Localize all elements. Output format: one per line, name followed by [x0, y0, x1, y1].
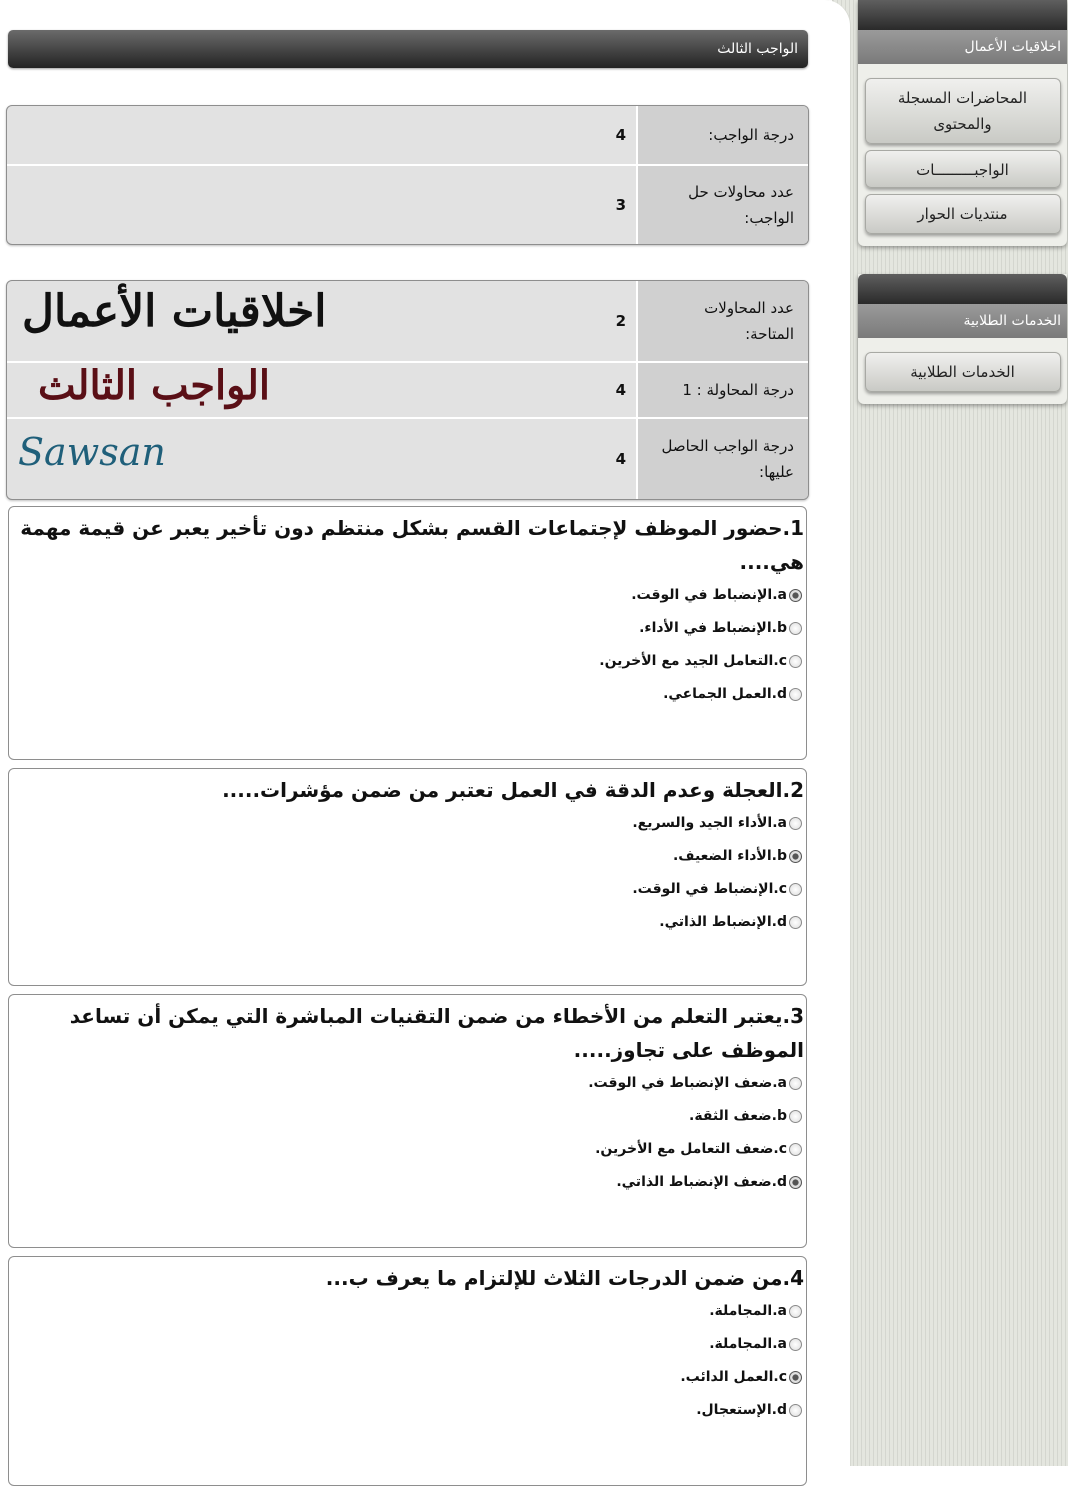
radio-icon[interactable] — [789, 1110, 802, 1123]
attempt-grade-row — [7, 363, 808, 419]
attempt-grade-value: 4 — [615, 381, 626, 399]
assignment-info-table — [6, 105, 809, 245]
course-panel — [858, 0, 1067, 246]
radio-icon[interactable] — [789, 622, 802, 635]
page-title-bar — [8, 30, 808, 68]
question-1-option-b[interactable] — [9, 612, 806, 645]
option-label: b.ضعف الثقة. — [689, 1108, 787, 1124]
radio-selected-icon[interactable] — [789, 1371, 802, 1384]
available-row — [7, 281, 808, 363]
question-3-text: 3.يعتبر التعلم من الأخطاء من ضمن التقنيات المباشرة التي يمكن أن تساعد الموظف على تجاوز..... — [69, 1004, 804, 1062]
page-title: الواجب الثالث — [717, 41, 798, 57]
option-label: c.ضعف التعامل مع الأخرين. — [595, 1141, 787, 1157]
question-4-option-d[interactable] — [9, 1394, 806, 1427]
overlay-student-name: Sawsan — [18, 430, 166, 474]
question-2-option-d[interactable] — [9, 906, 806, 939]
radio-icon[interactable] — [789, 1404, 802, 1417]
question-3 — [8, 994, 807, 1248]
course-title: اخلاقيات الأعمال — [858, 30, 1067, 64]
obtained-label: درجة الواجب الحاصل عليها: — [636, 419, 808, 499]
option-label: a.الأداء الجيد والسريع. — [632, 815, 787, 831]
services-panel-header — [858, 274, 1067, 304]
services-title: الخدمات الطلابية — [858, 304, 1067, 338]
option-label: d.الإنضباط الذاتي. — [659, 914, 787, 930]
overlay-course-name: اخلاقيات الأعمال — [22, 286, 327, 337]
radio-icon[interactable] — [789, 916, 802, 929]
option-label: a.المجاملة. — [709, 1336, 787, 1352]
question-1-option-a[interactable] — [9, 579, 806, 612]
grade-row — [7, 106, 808, 166]
attempts-label: عدد محاولات حل الواجب: — [636, 166, 808, 244]
radio-icon[interactable] — [789, 688, 802, 701]
option-label: d.ضعف الإنضباط الذاتي. — [616, 1174, 787, 1190]
question-2-option-c[interactable] — [9, 873, 806, 906]
option-label: b.الإنضباط في الأداء. — [639, 620, 787, 636]
option-label: c.العمل الدائب. — [680, 1369, 787, 1385]
question-4 — [8, 1256, 807, 1486]
radio-icon[interactable] — [789, 1143, 802, 1156]
option-label: a.الإنضباط في الوقت. — [631, 587, 787, 603]
available-label: عدد المحاولات المتاحة: — [636, 281, 808, 361]
question-1 — [8, 506, 807, 760]
radio-selected-icon[interactable] — [789, 589, 802, 602]
question-4-option-a[interactable] — [9, 1295, 806, 1328]
question-2-option-a[interactable] — [9, 807, 806, 840]
attempts-value: 3 — [615, 196, 626, 214]
question-1-text: 1.حضور الموظف لإجتماعات القسم بشكل منتظم دون تأخير يعبر عن قيمة مهمة هي.... — [20, 516, 804, 574]
option-label: c.الإنضباط في الوقت. — [632, 881, 787, 897]
option-label: c.التعامل الجيد مع الأخرين. — [599, 653, 787, 669]
radio-icon[interactable] — [789, 883, 802, 896]
option-label: b.الأداء الضعيف. — [672, 848, 787, 864]
sidebar-item-student-services[interactable]: الخدمات الطلابية — [865, 352, 1061, 392]
question-4-option-c[interactable] — [9, 1361, 806, 1394]
question-2 — [8, 768, 807, 986]
available-value: 2 — [615, 312, 626, 330]
option-label: d.العمل الجماعي. — [663, 686, 787, 702]
question-2-text: 2.العجلة وعدم الدقة في العمل تعتبر من ضمن مؤشرات..... — [222, 778, 804, 802]
option-label: a.ضعف الإنضباط في الوقت. — [588, 1075, 787, 1091]
question-3-option-a[interactable] — [9, 1067, 806, 1100]
course-panel-header — [858, 0, 1067, 30]
option-label: a.المجاملة. — [709, 1303, 787, 1319]
question-3-option-d[interactable] — [9, 1166, 806, 1199]
radio-selected-icon[interactable] — [789, 850, 802, 863]
option-label: d.الإستعجال. — [696, 1402, 787, 1418]
attempt-grade-label: درجة المحاولة : 1 — [636, 363, 808, 417]
question-4-text: 4.من ضمن الدرجات الثلاث للإلتزام ما يعرف ب... — [325, 1266, 804, 1290]
services-panel — [858, 274, 1067, 404]
question-4-option-b[interactable] — [9, 1328, 806, 1361]
attempts-row — [7, 166, 808, 244]
question-3-option-c[interactable] — [9, 1133, 806, 1166]
obtained-row — [7, 419, 808, 499]
radio-icon[interactable] — [789, 817, 802, 830]
question-3-option-b[interactable] — [9, 1100, 806, 1133]
obtained-value: 4 — [615, 450, 626, 468]
sidebar-item-forums[interactable]: منتديات الحوار — [865, 194, 1061, 234]
question-1-option-c[interactable] — [9, 645, 806, 678]
sidebar-item-assignments[interactable]: الواجبـــــــــات — [865, 150, 1061, 188]
radio-icon[interactable] — [789, 1077, 802, 1090]
overlay-assignment-name: الواجب الثالث — [38, 362, 271, 409]
question-2-option-b[interactable] — [9, 840, 806, 873]
radio-icon[interactable] — [789, 1305, 802, 1318]
radio-selected-icon[interactable] — [789, 1176, 802, 1189]
sidebar-item-lectures[interactable]: المحاضرات المسجلة والمحتوى — [865, 78, 1061, 144]
grade-value: 4 — [615, 126, 626, 144]
radio-icon[interactable] — [789, 1338, 802, 1351]
results-table — [6, 280, 809, 500]
radio-icon[interactable] — [789, 655, 802, 668]
question-1-option-d[interactable] — [9, 678, 806, 711]
content-edge — [810, 0, 851, 1466]
grade-label: درجة الواجب: — [636, 106, 808, 164]
